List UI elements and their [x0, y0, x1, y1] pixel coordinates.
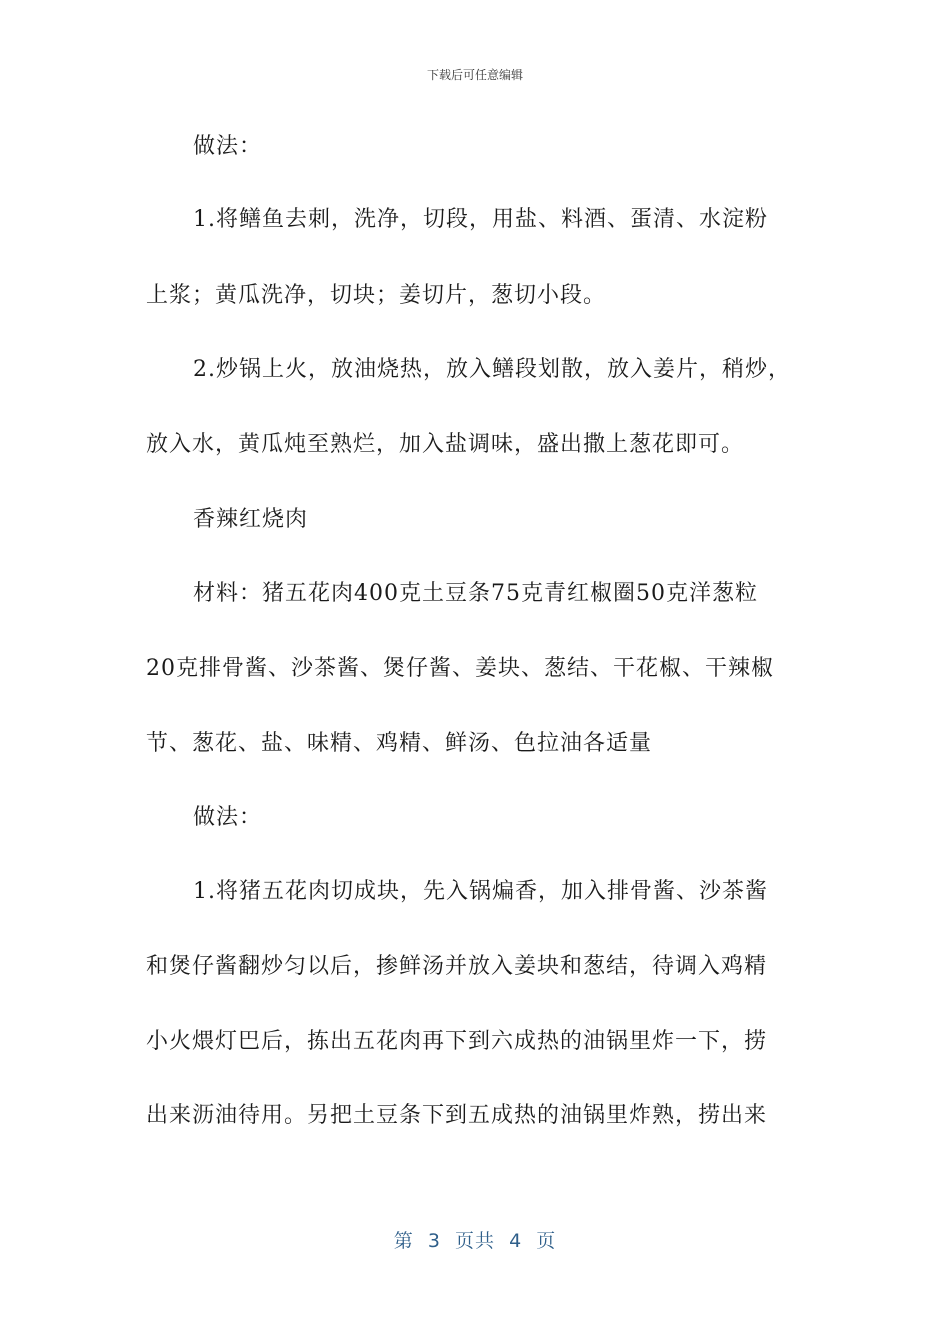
section-heading-method: 做法： — [193, 134, 263, 159]
page-number-footer: 第 3 页共 4 页 — [393, 1230, 557, 1252]
paragraph-line: 2.炒锅上火，放油烧热，放入鳝段划散，放入姜片，稍炒， — [193, 357, 791, 382]
paragraph-line: 材料：猪五花肉400克土豆条75克青红椒圈50克洋葱粒 — [193, 581, 758, 606]
paragraph-line: 1.将鳝鱼去刺，洗净，切段，用盐、料酒、蛋清、水淀粉 — [193, 207, 768, 232]
paragraph-line: 上浆；黄瓜洗净，切块；姜切片，葱切小段。 — [146, 283, 607, 308]
page-header: 下载后可任意编辑 — [426, 68, 523, 82]
paragraph-line: 1.将猪五花肉切成块，先入锅煸香，加入排骨酱、沙茶酱 — [193, 879, 768, 904]
paragraph-line: 出来沥油待用。另把土豆条下到五成热的油锅里炸熟，捞出来 — [146, 1103, 768, 1128]
paragraph-line: 放入水，黄瓜炖至熟烂，加入盐调味，盛出撒上葱花即可。 — [146, 432, 745, 457]
paragraph-line: 20克排骨酱、沙茶酱、煲仔酱、姜块、葱结、干花椒、干辣椒 — [146, 656, 774, 681]
paragraph-line: 小火煨灯巴后，拣出五花肉再下到六成热的油锅里炸一下，捞 — [146, 1029, 768, 1054]
paragraph-line: 节、葱花、盐、味精、鸡精、鲜汤、色拉油各适量 — [146, 731, 653, 756]
paragraph-line: 和煲仔酱翻炒匀以后，掺鲜汤并放入姜块和葱结，待调入鸡精 — [146, 954, 768, 979]
recipe-title: 香辣红烧肉 — [193, 507, 309, 532]
section-heading-method: 做法： — [193, 805, 263, 830]
